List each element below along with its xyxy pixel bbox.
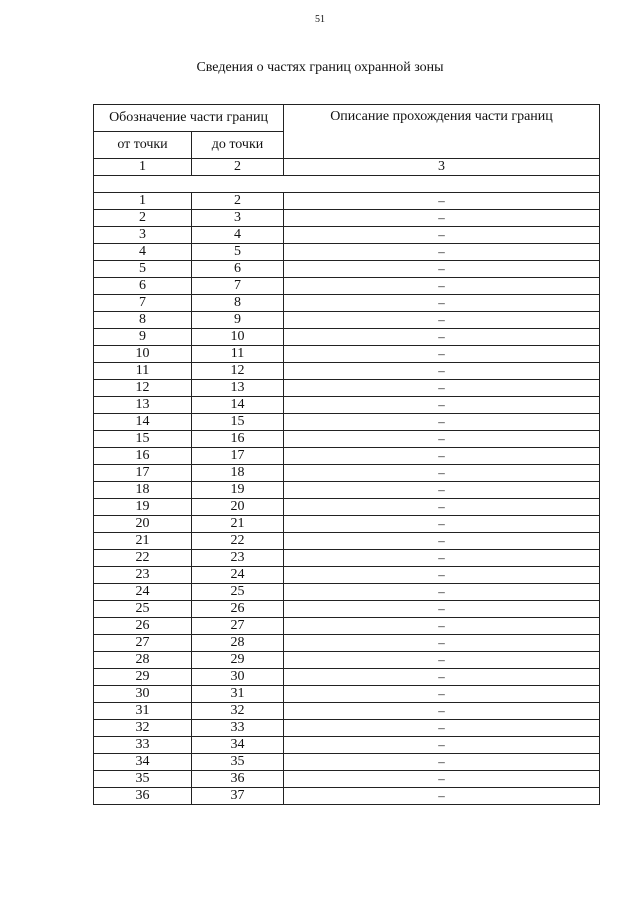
table-row <box>94 635 600 652</box>
header-boundary-part-designation: Обозначение части границ <box>94 105 284 132</box>
from-point-cell: 5 <box>94 261 192 278</box>
from-point-cell: 32 <box>94 720 192 737</box>
from-point-cell: 1 <box>94 193 192 210</box>
to-point-cell: 36 <box>192 771 284 788</box>
from-point-cell: 11 <box>94 363 192 380</box>
to-point-cell: 2 <box>192 193 284 210</box>
header-from-point: от точки <box>94 132 192 159</box>
from-point-cell: 4 <box>94 244 192 261</box>
table-row <box>94 329 600 346</box>
from-point-cell: 9 <box>94 329 192 346</box>
table-row <box>94 312 600 329</box>
from-point-cell: 26 <box>94 618 192 635</box>
to-point-cell: 3 <box>192 210 284 227</box>
table-row <box>94 567 600 584</box>
description-cell: – <box>284 278 600 295</box>
description-cell: – <box>284 703 600 720</box>
description-cell: – <box>284 516 600 533</box>
from-point-cell: 36 <box>94 788 192 805</box>
to-point-cell: 37 <box>192 788 284 805</box>
table-row <box>94 550 600 567</box>
from-point-cell: 24 <box>94 584 192 601</box>
table-body <box>94 193 600 805</box>
table-row <box>94 499 600 516</box>
table-row <box>94 533 600 550</box>
to-point-cell: 29 <box>192 652 284 669</box>
to-point-cell: 18 <box>192 465 284 482</box>
description-cell: – <box>284 414 600 431</box>
description-cell: – <box>284 567 600 584</box>
table-row <box>94 227 600 244</box>
description-cell: – <box>284 363 600 380</box>
description-cell: – <box>284 210 600 227</box>
to-point-cell: 33 <box>192 720 284 737</box>
to-point-cell: 23 <box>192 550 284 567</box>
to-point-cell: 26 <box>192 601 284 618</box>
from-point-cell: 12 <box>94 380 192 397</box>
from-point-cell: 35 <box>94 771 192 788</box>
to-point-cell: 9 <box>192 312 284 329</box>
description-cell: – <box>284 754 600 771</box>
table-row <box>94 788 600 805</box>
column-number: 2 <box>192 159 284 176</box>
table-row <box>94 295 600 312</box>
table-row <box>94 397 600 414</box>
description-cell: – <box>284 448 600 465</box>
from-point-cell: 33 <box>94 737 192 754</box>
description-cell: – <box>284 244 600 261</box>
to-point-cell: 20 <box>192 499 284 516</box>
to-point-cell: 32 <box>192 703 284 720</box>
table-row <box>94 363 600 380</box>
from-point-cell: 2 <box>94 210 192 227</box>
document-title: Сведения о частях границ охранной зоны <box>196 60 444 75</box>
section-spacer-row <box>94 176 600 193</box>
table-row <box>94 278 600 295</box>
description-cell: – <box>284 465 600 482</box>
to-point-cell: 17 <box>192 448 284 465</box>
to-point-cell: 31 <box>192 686 284 703</box>
to-point-cell: 34 <box>192 737 284 754</box>
from-point-cell: 22 <box>94 550 192 567</box>
header-to-point: до точки <box>192 132 284 159</box>
from-point-cell: 19 <box>94 499 192 516</box>
to-point-cell: 12 <box>192 363 284 380</box>
description-cell: – <box>284 193 600 210</box>
from-point-cell: 16 <box>94 448 192 465</box>
description-cell: – <box>284 346 600 363</box>
from-point-cell: 17 <box>94 465 192 482</box>
description-cell: – <box>284 686 600 703</box>
header-boundary-description: Описание прохождения части границ <box>284 105 600 159</box>
table-row <box>94 482 600 499</box>
to-point-cell: 10 <box>192 329 284 346</box>
table-row <box>94 669 600 686</box>
from-point-cell: 3 <box>94 227 192 244</box>
description-cell: – <box>284 312 600 329</box>
table-row <box>94 703 600 720</box>
description-cell: – <box>284 601 600 618</box>
from-point-cell: 27 <box>94 635 192 652</box>
to-point-cell: 11 <box>192 346 284 363</box>
table-row <box>94 771 600 788</box>
to-point-cell: 5 <box>192 244 284 261</box>
from-point-cell: 29 <box>94 669 192 686</box>
to-point-cell: 6 <box>192 261 284 278</box>
table-row <box>94 584 600 601</box>
table-row <box>94 737 600 754</box>
from-point-cell: 20 <box>94 516 192 533</box>
table-row <box>94 465 600 482</box>
table-row <box>94 686 600 703</box>
to-point-cell: 13 <box>192 380 284 397</box>
table-row <box>94 210 600 227</box>
table-row <box>94 516 600 533</box>
table-row <box>94 720 600 737</box>
table-row <box>94 754 600 771</box>
from-point-cell: 25 <box>94 601 192 618</box>
description-cell: – <box>284 618 600 635</box>
from-point-cell: 34 <box>94 754 192 771</box>
from-point-cell: 8 <box>94 312 192 329</box>
to-point-cell: 28 <box>192 635 284 652</box>
from-point-cell: 21 <box>94 533 192 550</box>
from-point-cell: 13 <box>94 397 192 414</box>
table-row <box>94 244 600 261</box>
table-row <box>94 261 600 278</box>
from-point-cell: 31 <box>94 703 192 720</box>
description-cell: – <box>284 771 600 788</box>
table-row <box>94 414 600 431</box>
description-cell: – <box>284 431 600 448</box>
description-cell: – <box>284 397 600 414</box>
from-point-cell: 30 <box>94 686 192 703</box>
description-cell: – <box>284 499 600 516</box>
from-point-cell: 14 <box>94 414 192 431</box>
boundary-parts-table <box>93 104 600 805</box>
from-point-cell: 10 <box>94 346 192 363</box>
description-cell: – <box>284 635 600 652</box>
to-point-cell: 7 <box>192 278 284 295</box>
description-cell: – <box>284 737 600 754</box>
description-cell: – <box>284 295 600 312</box>
description-cell: – <box>284 652 600 669</box>
to-point-cell: 35 <box>192 754 284 771</box>
table-row <box>94 193 600 210</box>
description-cell: – <box>284 788 600 805</box>
description-cell: – <box>284 584 600 601</box>
table-row <box>94 448 600 465</box>
from-point-cell: 23 <box>94 567 192 584</box>
column-number: 3 <box>284 159 600 176</box>
to-point-cell: 8 <box>192 295 284 312</box>
description-cell: – <box>284 720 600 737</box>
description-cell: – <box>284 533 600 550</box>
to-point-cell: 16 <box>192 431 284 448</box>
from-point-cell: 7 <box>94 295 192 312</box>
table-row <box>94 652 600 669</box>
description-cell: – <box>284 227 600 244</box>
to-point-cell: 14 <box>192 397 284 414</box>
table-row <box>94 431 600 448</box>
table-row <box>94 601 600 618</box>
to-point-cell: 24 <box>192 567 284 584</box>
column-number: 1 <box>94 159 192 176</box>
description-cell: – <box>284 261 600 278</box>
from-point-cell: 18 <box>94 482 192 499</box>
description-cell: – <box>284 329 600 346</box>
to-point-cell: 21 <box>192 516 284 533</box>
to-point-cell: 19 <box>192 482 284 499</box>
page-number: 51 <box>315 14 325 25</box>
description-cell: – <box>284 380 600 397</box>
to-point-cell: 4 <box>192 227 284 244</box>
to-point-cell: 15 <box>192 414 284 431</box>
description-cell: – <box>284 669 600 686</box>
description-cell: – <box>284 482 600 499</box>
from-point-cell: 6 <box>94 278 192 295</box>
to-point-cell: 30 <box>192 669 284 686</box>
from-point-cell: 15 <box>94 431 192 448</box>
to-point-cell: 27 <box>192 618 284 635</box>
to-point-cell: 22 <box>192 533 284 550</box>
from-point-cell: 28 <box>94 652 192 669</box>
description-cell: – <box>284 550 600 567</box>
table-row <box>94 380 600 397</box>
table-row <box>94 346 600 363</box>
to-point-cell: 25 <box>192 584 284 601</box>
table-row <box>94 618 600 635</box>
